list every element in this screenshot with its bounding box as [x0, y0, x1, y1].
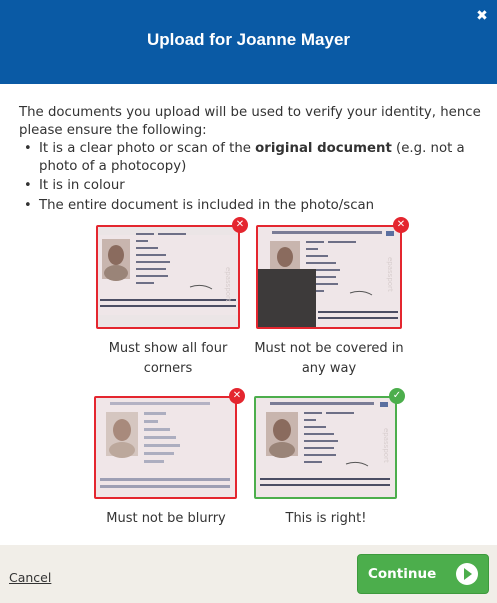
example-corners-caption: Must show all four corners: [108, 341, 228, 376]
requirement-original: [19, 140, 484, 175]
check-icon: ✓: [389, 388, 405, 404]
arrow-right-icon: [456, 563, 478, 585]
instructions: [19, 104, 484, 216]
example-blurry-caption: Must not be blurry: [106, 511, 226, 526]
requirement-colour: • It is in colour: [19, 177, 484, 195]
continue-button[interactable]: [357, 554, 489, 594]
svg-text:epassport: epassport: [386, 257, 394, 292]
error-icon: ✕: [229, 388, 245, 404]
requirement-entire: • The entire document is included in the photo/scan: [19, 197, 484, 215]
requirement-original-prefix: It is a clear photo or scan of the: [39, 141, 256, 156]
cancel-link[interactable]: Cancel: [9, 570, 52, 585]
example-covered-caption: Must not be covered in any way: [254, 341, 404, 376]
instructions-intro: The documents you upload will be used to verify your identity, hence please ensure the following:: [19, 105, 481, 138]
example-correct-image: [254, 396, 397, 499]
svg-text:epassport: epassport: [224, 267, 232, 302]
error-icon: ✕: [393, 217, 409, 233]
example-correct-caption: This is right!: [285, 511, 367, 526]
requirements-list: [19, 140, 484, 214]
passport-correct-illustration: [256, 398, 395, 497]
dialog-title: Upload for Joanne Mayer: [146, 30, 351, 49]
passport-blurry-illustration: [96, 398, 235, 497]
passport-covered-illustration: [258, 227, 400, 327]
example-covered-image: [256, 225, 402, 329]
error-icon: ✕: [232, 217, 248, 233]
close-icon[interactable]: ✖: [476, 8, 488, 24]
example-corners-image: [96, 225, 240, 329]
svg-text:epassport: epassport: [382, 428, 390, 463]
requirement-original-bold: original document: [255, 141, 392, 156]
requirement-original-suffix: (e.g. not a photo of a photocopy): [39, 141, 465, 174]
dialog-header: [0, 0, 497, 84]
passport-corners-illustration: [98, 227, 238, 327]
example-blurry-image: [94, 396, 237, 499]
continue-button-label: Continue: [368, 566, 437, 582]
